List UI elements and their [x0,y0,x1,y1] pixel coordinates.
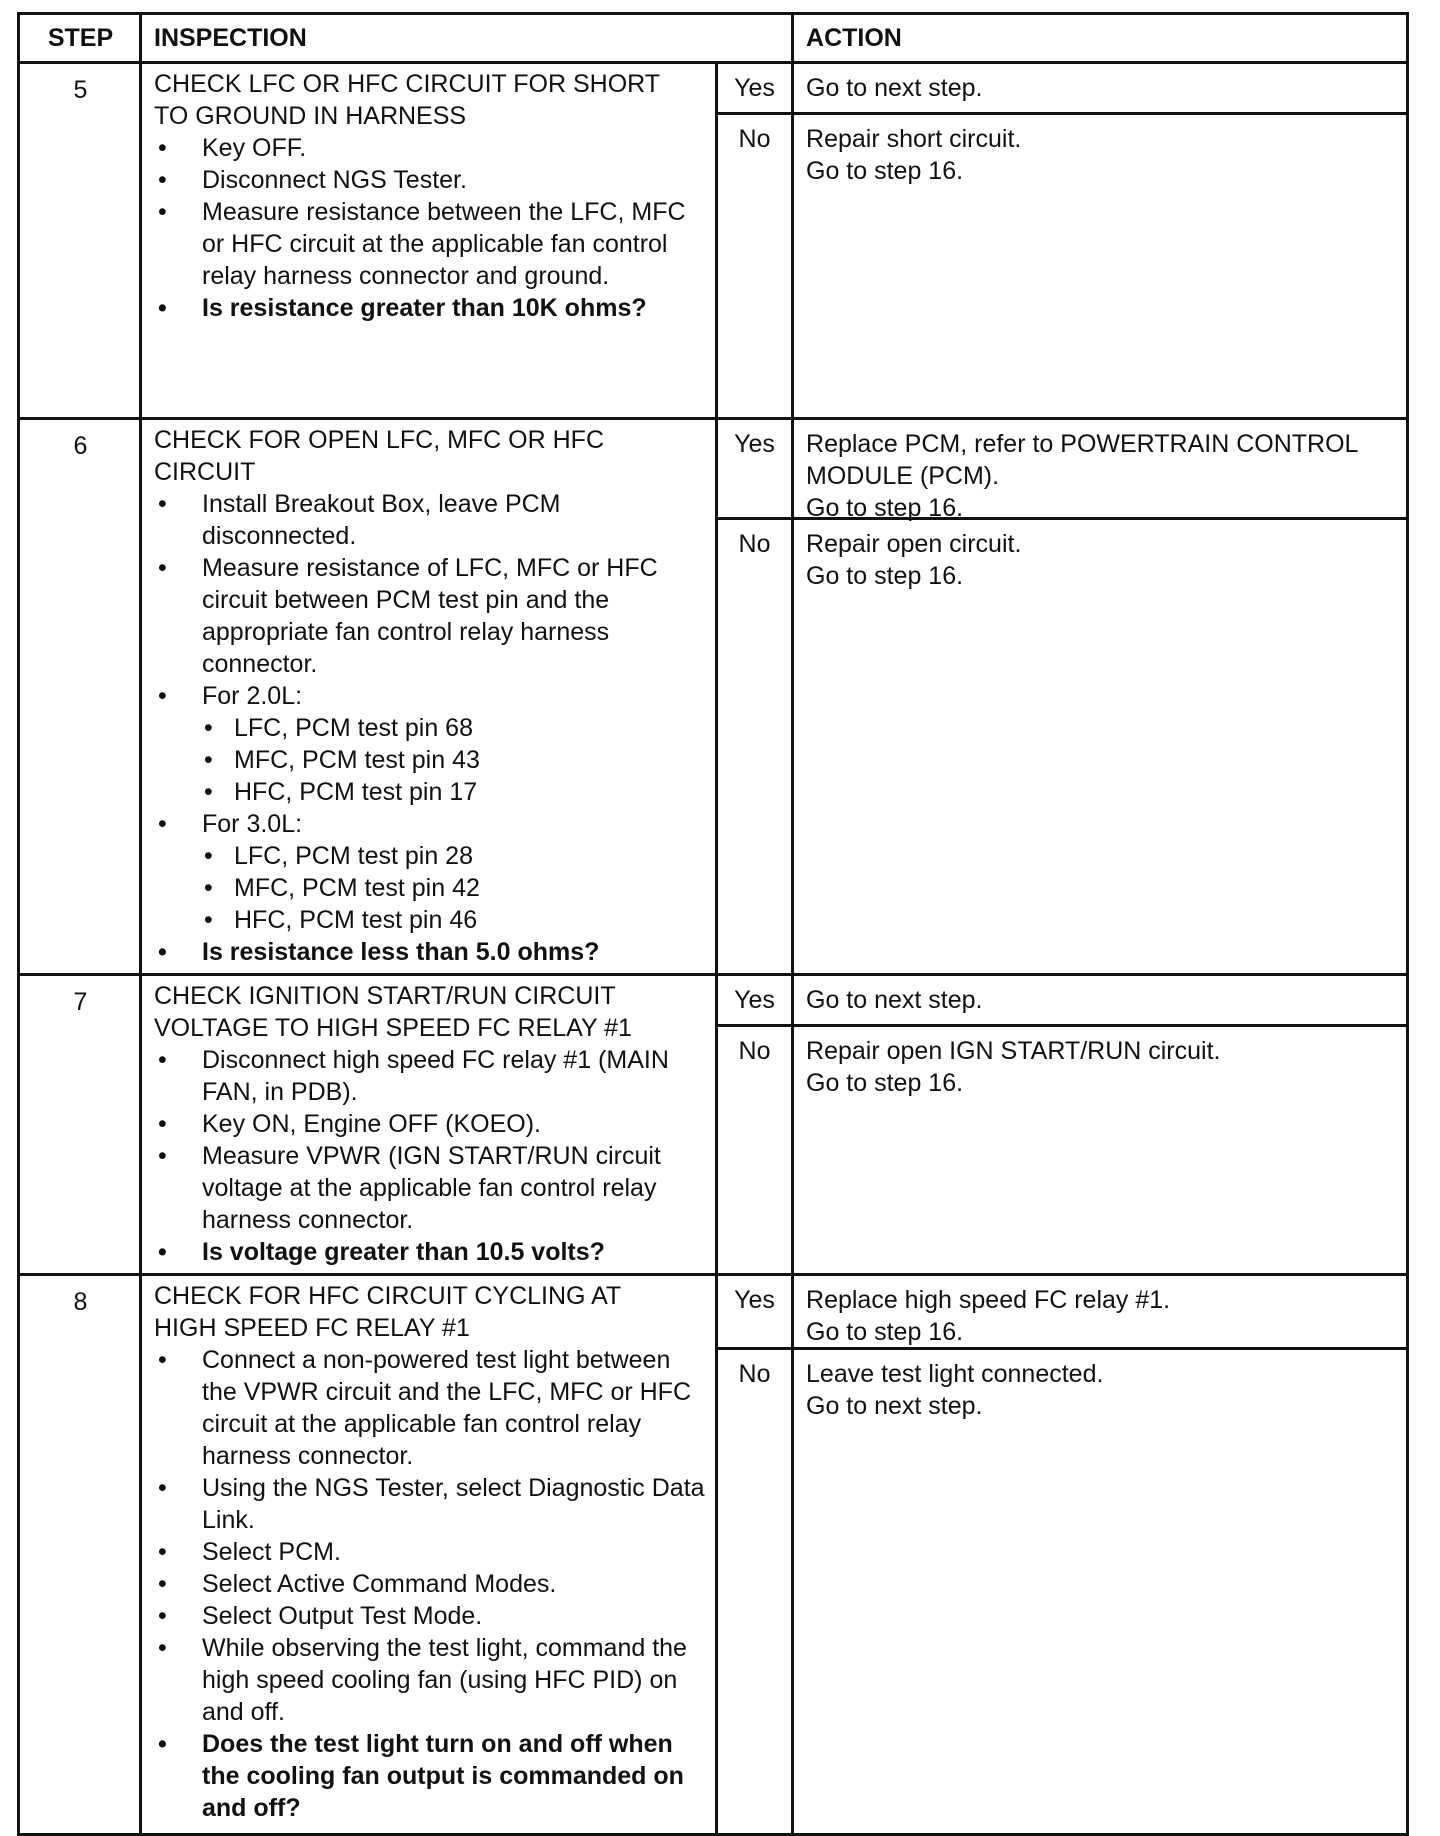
no-label: No [738,1360,771,1388]
yes-action: Go to next step. [794,64,1406,115]
group-label: For 2.0L: [202,682,303,710]
inspection-cell [141,975,717,1275]
step-number: 7 [19,975,141,1275]
inspection-bullets [154,1344,705,1824]
header-step: STEP [19,14,141,63]
yes-label: Yes [718,976,791,1027]
inspection-cell [141,1275,717,1835]
bullet-item: • Disconnect high speed FC relay #1 (MAIN FAN, in PDB). [154,1044,705,1108]
inspection-question: • Is voltage greater than 10.5 volts? [154,1236,705,1268]
yes-action: Replace PCM, refer to POWERTRAIN CONTROL MODULE (PCM). Go to step 16. [794,420,1406,520]
bullet-item: • Disconnect NGS Tester. [154,164,705,196]
bullet-item: • Select Output Test Mode. [154,1600,705,1632]
answer-cell [717,419,793,975]
yes-action: Go to next step. [794,976,1406,1027]
bullet-item: • Connect a non-powered test light between the VPWR circuit and the LFC, MFC or HFC circuit at the applicable fan control relay harness connector. [154,1344,705,1472]
step-number: 8 [19,1275,141,1835]
bullet-item: • Key ON, Engine OFF (KOEO). [154,1108,705,1140]
inspection-bullets [154,1044,705,1268]
pin-item: • HFC, PCM test pin 17 [202,776,705,808]
pin-item: • MFC, PCM test pin 42 [202,872,705,904]
answer-cell [717,975,793,1275]
step-row [19,419,1408,975]
yes-label: Yes [718,1276,791,1350]
inspection-bullets [154,488,705,968]
no-action: Leave test light connected. Go to next step. [806,1360,1104,1420]
inspection-bullets [154,132,705,324]
bullet-item: • Install Breakout Box, leave PCM disconnected. [154,488,705,552]
yes-label: Yes [718,420,791,520]
header-inspection: INSPECTION [141,14,793,63]
pin-item: • LFC, PCM test pin 68 [202,712,705,744]
no-action: Repair open IGN START/RUN circuit. Go to step 16. [806,1037,1221,1097]
bullet-item: • Measure VPWR (IGN START/RUN circuit voltage at the applicable fan control relay harness connector. [154,1140,705,1236]
bullet-item: • Select Active Command Modes. [154,1568,705,1600]
bullet-item: • While observing the test light, command the high speed cooling fan (using HFC PID) on and off. [154,1632,705,1728]
inspection-title: CHECK LFC OR HFC CIRCUIT FOR SHORT TO GROUND IN HARNESS [154,70,661,130]
step-number: 5 [19,63,141,419]
no-label: No [738,125,771,153]
step-row [19,975,1408,1275]
step-number: 6 [19,419,141,975]
answer-cell [717,1275,793,1835]
step-row [19,1275,1408,1835]
no-label: No [738,1037,771,1065]
yes-action: Replace high speed FC relay #1. Go to step 16. [794,1276,1406,1350]
inspection-question: • Is resistance less than 5.0 ohms? [154,936,705,968]
no-action: Repair short circuit. Go to step 16. [806,125,1022,185]
answer-cell [717,63,793,419]
bullet-item: • Measure resistance of LFC, MFC or HFC circuit between PCM test pin and the appropriate fan control relay harness connector. [154,552,705,680]
no-label: No [738,530,771,558]
bullet-item: • Using the NGS Tester, select Diagnostic Data Link. [154,1472,705,1536]
inspection-question: • Does the test light turn on and off when the cooling fan output is commanded on and off? [154,1728,705,1824]
pin-item: • HFC, PCM test pin 46 [202,904,705,936]
pin-list [202,712,705,808]
pin-list [202,840,705,936]
inspection-cell [141,63,717,419]
diagnostic-table [17,12,1409,1836]
action-cell [793,419,1408,975]
step-row [19,63,1408,419]
pin-item: • MFC, PCM test pin 43 [202,744,705,776]
action-cell [793,1275,1408,1835]
bullet-group [154,680,705,808]
pin-item: • LFC, PCM test pin 28 [202,840,705,872]
bullet-item: • Select PCM. [154,1536,705,1568]
inspection-question: • Is resistance greater than 10K ohms? [154,292,705,324]
bullet-item: • Key OFF. [154,132,705,164]
header-row [19,14,1408,63]
action-cell [793,975,1408,1275]
header-action: ACTION [793,14,1408,63]
inspection-title: CHECK FOR OPEN LFC, MFC OR HFC CIRCUIT [154,426,605,486]
bullet-group [154,808,705,936]
action-cell [793,63,1408,419]
yes-label: Yes [718,64,791,115]
bullet-item: • Measure resistance between the LFC, MFC or HFC circuit at the applicable fan control relay harness connector and ground. [154,196,705,292]
no-action: Repair open circuit. Go to step 16. [806,530,1022,590]
inspection-title: CHECK IGNITION START/RUN CIRCUIT VOLTAGE TO HIGH SPEED FC RELAY #1 [154,982,632,1042]
inspection-title: CHECK FOR HFC CIRCUIT CYCLING AT HIGH SPEED FC RELAY #1 [154,1282,622,1342]
group-label: For 3.0L: [202,810,303,838]
inspection-cell [141,419,717,975]
